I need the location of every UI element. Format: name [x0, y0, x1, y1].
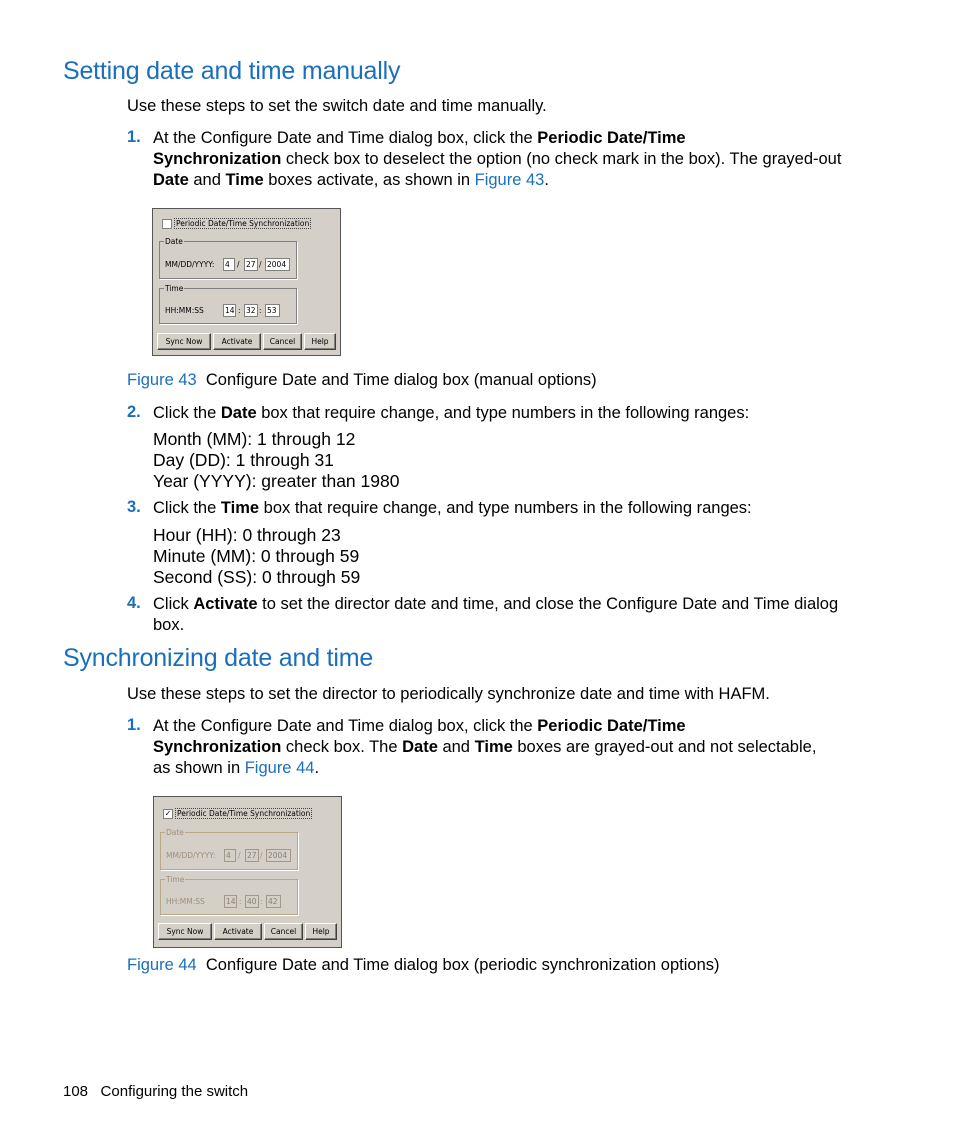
help-button[interactable]: Help	[304, 333, 336, 350]
section-heading-manual: Setting date and time manually	[63, 57, 401, 85]
time-format-label: HH:MM:SS	[166, 897, 205, 906]
cancel-button[interactable]: Cancel	[264, 923, 303, 940]
figure-43-caption: Figure 43 Configure Date and Time dialog box (manual options)	[127, 371, 597, 389]
intro-sync: Use these steps to set the director to periodically synchronize date and time with HAFM.	[127, 685, 770, 703]
hour-input[interactable]: 14	[225, 306, 235, 315]
page-number: 108	[63, 1083, 89, 1100]
date-format-label: MM/DD/YYYY:	[166, 851, 216, 860]
configure-date-time-dialog-sync: ✓ Periodic Date/Time Synchronization Date MM/DD/YYYY: 4 / 27 / 2004 Time HH:MM:SS 14 : 40 : 42 Sync Now Activate Cancel Help	[153, 796, 342, 948]
range-item: Month (MM): 1 through 12	[153, 429, 356, 449]
sync-now-button[interactable]: Sync Now	[157, 333, 211, 350]
range-item: Minute (MM): 0 through 59	[153, 546, 360, 566]
section-heading-sync: Synchronizing date and time	[63, 644, 374, 672]
chapter-title: Configuring the switch	[100, 1083, 249, 1100]
minute-input: 40	[245, 895, 259, 908]
day-input[interactable]: 27	[244, 258, 258, 271]
date-format-label: MM/DD/YYYY:	[165, 260, 215, 269]
year-input: 2004	[266, 849, 291, 862]
second-input[interactable]: 53	[265, 304, 280, 317]
date-group: Date	[160, 828, 298, 870]
intro-manual: Use these steps to set the switch date and time manually.	[127, 97, 547, 115]
time-format-label: HH:MM:SS	[165, 306, 204, 315]
sync-now-button[interactable]: Sync Now	[158, 923, 212, 940]
periodic-sync-checkbox[interactable]: ✓	[164, 809, 172, 818]
periodic-sync-label: Periodic Date/Time Synchronization	[176, 219, 310, 228]
year-input[interactable]: 2004	[265, 258, 290, 271]
range-item: Day (DD): 1 through 31	[153, 450, 334, 470]
periodic-sync-checkbox[interactable]	[162, 219, 172, 229]
second-input: 42	[266, 895, 281, 908]
month-input: 4	[224, 849, 236, 862]
activate-button[interactable]: Activate	[213, 333, 261, 350]
periodic-sync-label: Periodic Date/Time Synchronization	[177, 809, 311, 818]
range-item: Second (SS): 0 through 59	[153, 567, 361, 587]
hour-input: 14	[226, 897, 236, 906]
figure-44-link[interactable]: Figure 44	[244, 759, 315, 777]
minute-input[interactable]: 32	[244, 304, 258, 317]
step-number: 1.	[127, 128, 141, 146]
day-input: 27	[245, 849, 259, 862]
range-item: Year (YYYY): greater than 1980	[153, 471, 400, 491]
page-footer	[63, 1083, 248, 1100]
time-group: Time	[159, 284, 297, 324]
date-group: Date	[159, 237, 297, 279]
range-item: Hour (HH): 0 through 23	[153, 525, 341, 545]
figure-43-link[interactable]: Figure 43	[474, 171, 545, 189]
month-input[interactable]: 4	[223, 258, 235, 271]
activate-button[interactable]: Activate	[214, 923, 262, 940]
figure-44-caption: Figure 44 Configure Date and Time dialog box (periodic synchronization options)	[127, 956, 720, 974]
time-group: Time	[160, 875, 298, 915]
configure-date-time-dialog-manual: Periodic Date/Time Synchronization Date MM/DD/YYYY: 4 / 27 / 2004 Time HH:MM:SS 14 : 32 : 53 Sync Now Activate Cancel Help	[152, 208, 341, 356]
cancel-button[interactable]: Cancel	[263, 333, 302, 350]
help-button[interactable]: Help	[305, 923, 337, 940]
